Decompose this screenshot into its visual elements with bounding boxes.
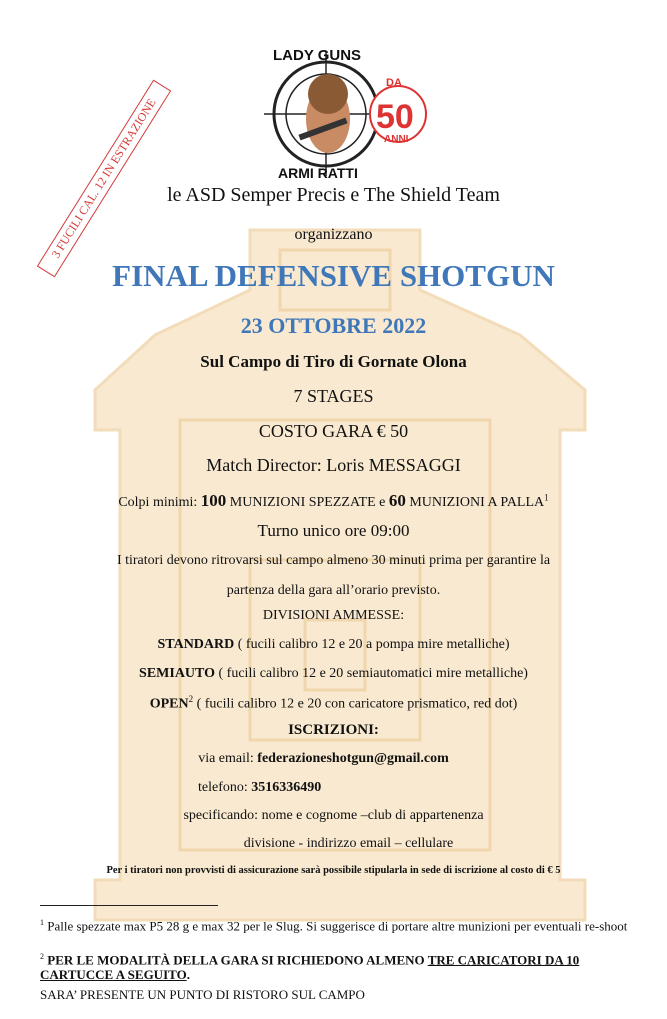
tiratori-line-2: partenza della gara all’orario previsto. [226, 583, 441, 598]
phone-line [198, 780, 321, 796]
specificando-line-2: divisione - indirizzo email – cellulare [243, 836, 454, 851]
colpi-n2: 60 [388, 491, 406, 510]
division-open-sup: 2 [188, 694, 194, 704]
event-title: FINAL DEFENSIVE SHOTGUN [112, 258, 555, 293]
divisioni-title: DIVISIONI AMMESSE: [262, 608, 405, 623]
footnote-2-underlined: TRE CARICATORI DA 10 CARTUCCE A SEGUITO [40, 952, 580, 983]
footnote-2-text: PER LE MODALITÀ DELLA GARA SI RICHIEDONO ALMENO [44, 952, 428, 968]
footnote-2-sup: 2 [40, 952, 44, 961]
extraction-stamp: 3 FUCILI CAL. 12 IN ESTRAZIONE [37, 80, 171, 278]
logo-da: DA [386, 77, 402, 89]
footnote-1-text: Palle spezzate max P5 28 g e max 32 per le Slug. Si suggerisce di portare altre munizioni per eventuali re-shoot [44, 918, 628, 934]
intro-text: le ASD Semper Precis e The Shield Team [167, 184, 500, 206]
assicurazione-note: Per i tiratori non provvisti di assicurazione sarà possibile stipularla in sede di iscrizione al costo di € 5 [106, 865, 561, 876]
division-standard-name: STANDARD [157, 637, 235, 652]
tiratori-line-1: I tiratori devono ritrovarsi sul campo almeno 30 minuti prima per garantire la [116, 553, 551, 568]
email-label: via email: [198, 751, 258, 766]
cost-text: COSTO GARA € 50 [258, 421, 409, 441]
email-link[interactable]: federazioneshotgun@gmail.com [257, 751, 449, 766]
director-text: Match Director: Loris MESSAGGI [206, 455, 461, 475]
event-location: Sul Campo di Tiro di Gornate Olona [200, 352, 467, 371]
stages-text: 7 STAGES [293, 386, 374, 406]
colpi-sup: 1 [544, 492, 549, 503]
phone-label: telefono: [198, 780, 252, 795]
lady-guns-logo [258, 44, 438, 184]
division-open-name: OPEN [149, 696, 189, 712]
division-standard [0, 637, 667, 653]
footnote-2 [40, 949, 640, 982]
specificando-line: specificando: nome e cognome –club di appartenenza [183, 808, 484, 823]
email-line [0, 751, 657, 767]
colpi-t1: MUNIZIONI SPEZZATE e [226, 495, 389, 510]
footnote-divider [40, 905, 218, 906]
division-semiauto-name: SEMIAUTO [139, 666, 216, 681]
footnote-2-end: . [186, 967, 190, 983]
iscrizioni-title: ISCRIZIONI: [288, 722, 379, 738]
division-open-desc: ( fucili calibro 12 e 20 con caricatore prismatico, red dot) [193, 696, 518, 712]
colpi-n1: 100 [200, 491, 227, 510]
phone-number[interactable]: 3516336490 [251, 780, 322, 795]
colpi-t2: MUNIZIONI A PALLA [405, 495, 545, 510]
logo-anni: ANNI [384, 134, 409, 145]
division-semiauto-desc: ( fucili calibro 12 e 20 semiautomatici mire metalliche) [215, 666, 528, 681]
colpi-prefix: Colpi minimi: [118, 495, 201, 510]
event-date: 23 OTTOBRE 2022 [240, 313, 427, 338]
ristoro-note: SARA’ PRESENTE UN PUNTO DI RISTORO SUL CAMPO [40, 987, 365, 1002]
organizzano-text: organizzano [294, 226, 373, 243]
footnote-1 [40, 915, 640, 933]
division-standard-desc: ( fucili calibro 12 e 20 a pompa mire metalliche) [234, 637, 510, 652]
division-semiauto [0, 666, 667, 682]
logo-number: 50 [376, 98, 414, 136]
logo-text-bottom: ARMI RATTI [278, 165, 358, 181]
division-open [0, 694, 667, 713]
turno-text: Turno unico ore 09:00 [257, 521, 410, 540]
colpi-minimi [0, 491, 667, 511]
footnote-1-sup: 1 [40, 918, 44, 927]
logo-text-top: LADY GUNS [273, 47, 362, 64]
